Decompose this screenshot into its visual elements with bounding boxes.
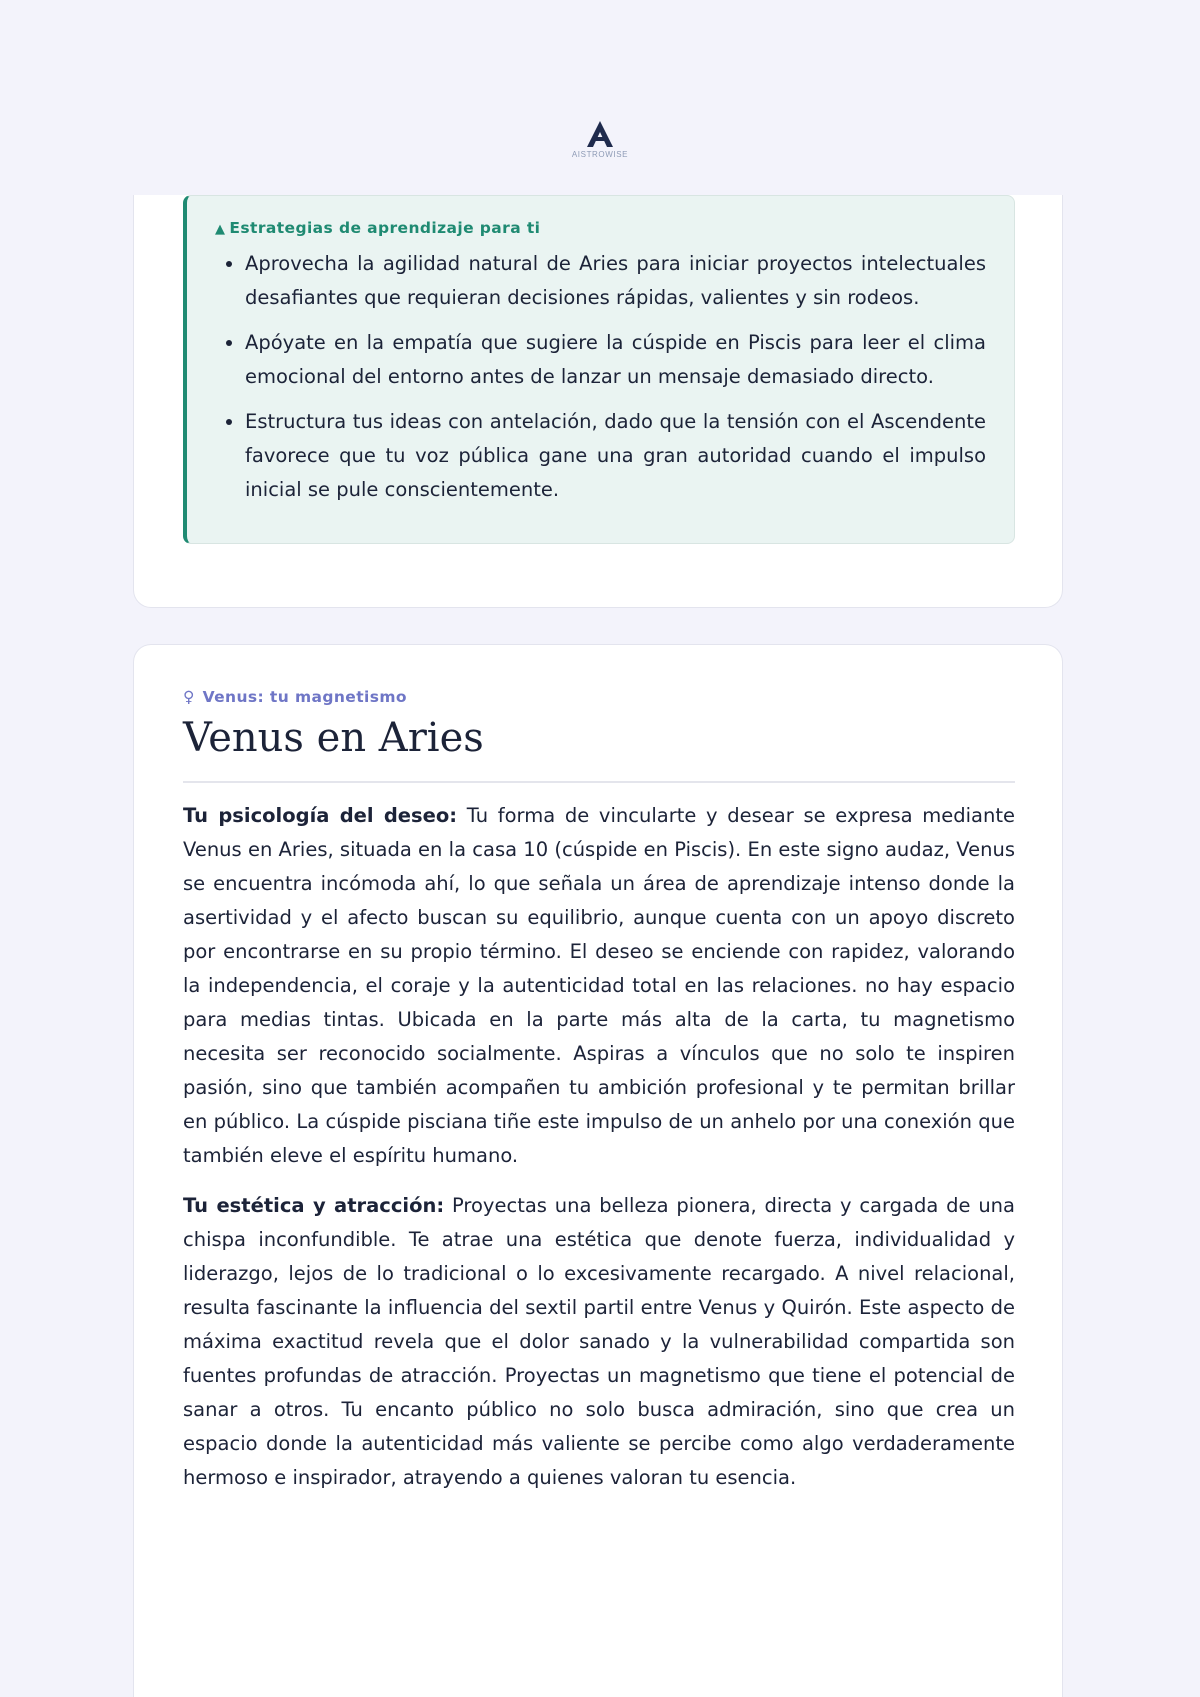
title-divider: [183, 781, 1015, 783]
learning-strategies-callout: [183, 195, 1015, 544]
callout-title-text: Estrategias de aprendizaje para ti: [229, 219, 541, 237]
paragraph-text: Proyectas una belleza pionera, directa y cargada de una chispa inconfundible. Te atrae una estética que denote fuerza, individualidad y liderazgo, lejos de lo tradicional o lo excesivamente recargado. A nivel relacional, resulta fascinante la influencia del sextil partil entre Venus y Quirón. Este aspecto de máxima exactitud revela que el dolor sanado y la vulnerabilidad compartida son fuentes profundas de atracción. Proyectas un magnetismo que tiene el potencial de sanar a otros. Tu encanto público no solo busca admiración, sino que crea un espacio donde la autenticidad más valiente se percibe como algo verdaderamente hermoso e inspirador, atrayendo a quienes valoran tu esencia.: [183, 1194, 1015, 1489]
strategy-item: • Estructura tus ideas con antelación, dado que la tensión con el Ascendente favorece que tu voz pública gane una gran autoridad cuando el impulso inicial se pule conscientemente.: [245, 405, 986, 507]
strategy-item: • Apóyate en la empatía que sugiere la cúspide en Piscis para leer el clima emocional del entorno antes de lanzar un mensaje demasiado directo.: [245, 326, 986, 394]
section-kicker: [183, 687, 407, 707]
strategy-item: • Aprovecha la agilidad natural de Aries para iniciar proyectos intelectuales desafiantes que requieran decisiones rápidas, valientes y sin rodeos.: [245, 247, 986, 315]
venus-symbol-icon: ♀: [183, 688, 195, 706]
paragraph-label: Tu psicología del deseo:: [183, 804, 458, 827]
strategy-list: [215, 247, 986, 507]
learning-card: [133, 195, 1063, 608]
section-body: [183, 799, 1015, 1511]
paragraph-label: Tu estética y atracción:: [183, 1194, 445, 1217]
aesthetics-paragraph: [183, 1189, 1015, 1495]
section-kicker-text: Venus: tu magnetismo: [202, 688, 407, 706]
logo-a-icon: [585, 120, 615, 148]
paragraph-text: Tu forma de vincularte y desear se expresa mediante Venus en Aries, situada en la casa 10 (cúspide en Piscis). En este signo audaz, Venus se encuentra incómoda ahí, lo que señala un área de aprendizaje intenso donde la asertividad y el afecto buscan su equilibrio, aunque cuenta con un apoyo discreto por encontrarse en su propio término. El deseo se enciende con rapidez, valorando la independencia, el coraje y la autenticidad total en las relaciones. no hay espacio para medias tintas. Ubicada en la parte más alta de la carta, tu magnetismo necesita ser reconocido socialmente. Aspiras a vínculos que no solo te inspiren pasión, sino que también acompañen tu ambición profesional y te permitan brillar en público. La cúspide pisciana tiñe este impulso de un anhelo por una conexión que también eleve el espíritu humano.: [183, 804, 1016, 1167]
section-title: Venus en Aries: [183, 715, 484, 761]
callout-title: [215, 218, 986, 240]
logo-wordmark: AISTROWISE: [571, 150, 629, 159]
desire-paragraph: [183, 799, 1015, 1173]
venus-card: [133, 644, 1063, 1697]
aistrowise-logo: [0, 120, 1200, 159]
triangle-icon: ▲: [215, 222, 226, 237]
